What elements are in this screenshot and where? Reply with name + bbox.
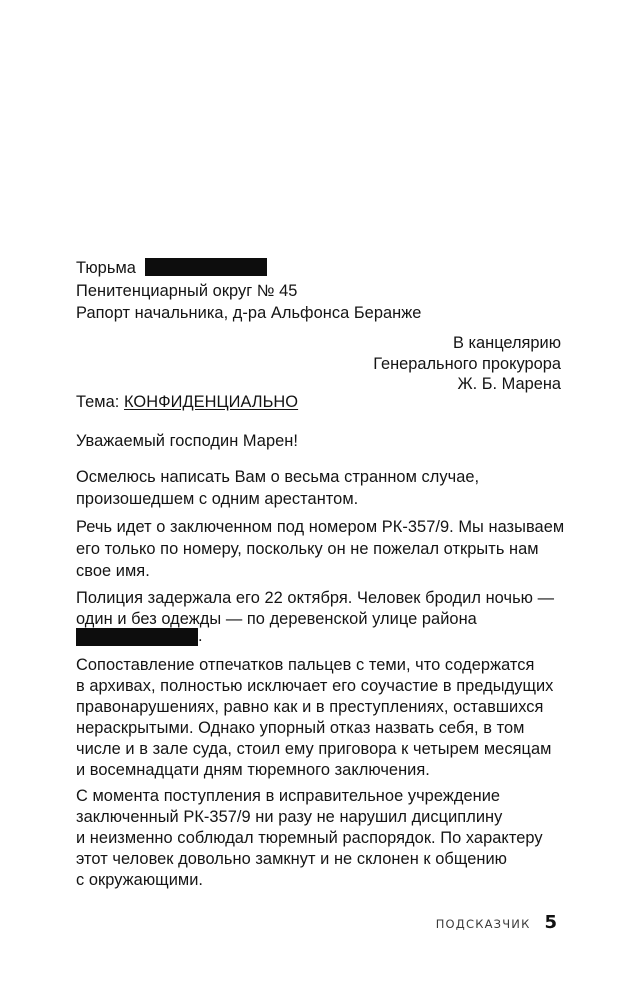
paragraph-line: его только по номеру, поскольку он не пожелал открыть нам (76, 540, 539, 558)
paragraph-line: Полиция задержала его 22 октября. Человек бродил ночью — (76, 589, 555, 607)
prison-line (76, 258, 267, 278)
addressee-line-2: Генерального прокурора (373, 355, 561, 373)
paragraph-line: числе и в зале суда, стоил ему приговора к четырем месяцам (76, 740, 552, 758)
salutation: Уважаемый господин Марен! (76, 432, 299, 450)
paragraph-line: произошедшем с одним арестантом. (76, 490, 359, 508)
paragraph-line: нераскрытыми. Однако упорный отказ назвать себя, в том (76, 719, 525, 737)
redaction-bar (145, 258, 267, 276)
prison-label: Тюрьма (76, 259, 136, 277)
subject-value: КОНФИДЕНЦИАЛЬНО (124, 393, 299, 411)
paragraph-line: свое имя. (76, 562, 150, 580)
district-line: Пенитенциарный округ № 45 (76, 282, 298, 300)
running-head: ПОДСКАЗЧИК (435, 917, 531, 931)
paragraph-line: с окружающими. (76, 871, 204, 889)
subject-label: Тема: (76, 393, 124, 411)
paragraph-line: правонарушениях, равно как и в преступлениях, оставшихся (76, 698, 544, 716)
report-line: Рапорт начальника, д-ра Альфонса Беранже (76, 304, 422, 322)
addressee-line-1: В канцелярию (453, 334, 561, 352)
paragraph-line: в архивах, полностью исключает его соучастие в предыдущих (76, 677, 554, 695)
paragraph-line-end: . (198, 627, 203, 645)
paragraph-line: и неизменно соблюдал тюремный распорядок. По характеру (76, 829, 543, 847)
paragraph-line: С момента поступления в исправительное учреждение (76, 787, 501, 805)
page-footer (436, 912, 557, 933)
paragraph-line: заключенный РК-357/9 ни разу не нарушил дисциплину (76, 808, 503, 826)
subject-line (76, 392, 298, 412)
page-number: 5 (544, 912, 557, 933)
paragraph-line: этот человек довольно замкнут и не склонен к общению (76, 850, 508, 868)
addressee-line-3: Ж. Б. Марена (457, 375, 561, 393)
paragraph-line: один и без одежды — по деревенской улице района (76, 610, 477, 628)
paragraph-line: Сопоставление отпечатков пальцев с теми, что содержатся (76, 656, 535, 674)
paragraph-line: Речь идет о заключенном под номером РК-357/9. Мы называем (76, 518, 565, 536)
redaction-bar (76, 628, 198, 646)
paragraph-line-redacted (76, 626, 203, 646)
paragraph-line: и восемнадцати дням тюремного заключения. (76, 761, 430, 779)
paragraph-line: Осмелюсь написать Вам о весьма странном случае, (76, 468, 480, 486)
